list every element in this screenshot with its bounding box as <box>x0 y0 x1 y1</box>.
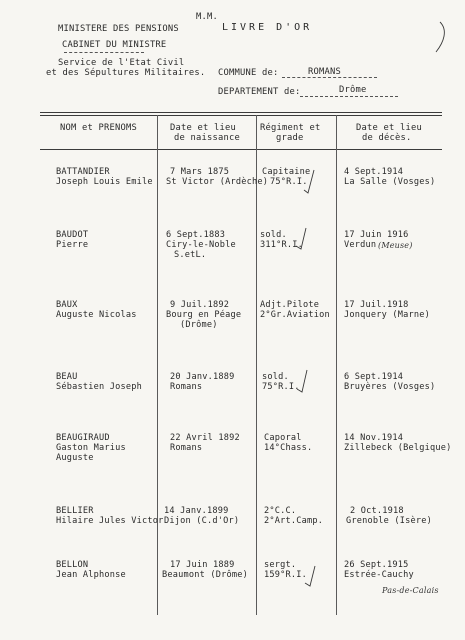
commune-label: COMMUNE de: <box>218 68 279 78</box>
cabinet-name: CABINET DU MINISTRE <box>62 40 167 50</box>
row-regiment-unit: 2°Gr.Aviation <box>260 310 330 320</box>
row-nom: BATTANDIER <box>56 167 110 177</box>
check-mark-icon <box>296 228 306 249</box>
row-naissance-lieu: Romans <box>170 382 203 392</box>
row-naissance-date: 6 Sept.1883 <box>166 230 226 240</box>
row-regiment-grade: Caporal <box>264 433 302 443</box>
row-deces-lieu: Jonquery (Marne) <box>344 310 430 320</box>
row-regiment-unit: 14°Chass. <box>264 443 313 453</box>
row-nom: BELLIER <box>56 506 94 516</box>
row-nom: BEAU <box>56 372 78 382</box>
document-title: LIVRE D'OR <box>222 22 313 33</box>
row-prenoms: Jean Alphonse <box>56 570 126 580</box>
row-regiment-grade: Capitaine <box>262 167 311 177</box>
row-regiment-unit: 311°R.I. <box>260 240 303 250</box>
row-naissance-date: 14 Janv.1899 <box>164 506 229 516</box>
row-prenoms: Pierre <box>56 240 89 250</box>
row-naissance-lieu: Romans <box>170 443 203 453</box>
service-line-2: et des Sépultures Militaires. <box>46 68 206 78</box>
row-deces-date: 6 Sept.1914 <box>344 372 404 382</box>
row-naissance-lieu: Ciry-le-Noble <box>166 240 236 250</box>
row-naissance-dept: S.etL. <box>174 250 207 260</box>
commune-value: ROMANS <box>308 67 341 77</box>
row-regiment-unit: 75°R.I. <box>262 382 300 392</box>
row-deces-date: 26 Sept.1915 <box>344 560 409 570</box>
col-header-deces-1: Date et lieu <box>356 123 422 133</box>
row-naissance-date: 9 Juil.1892 <box>170 300 230 310</box>
margin-stroke-icon <box>436 22 444 52</box>
row-deces-date: 4 Sept.1914 <box>344 167 404 177</box>
row-naissance-date: 22 Avril 1892 <box>170 433 240 443</box>
check-mark-icon <box>297 370 307 392</box>
row-prenoms: Auguste Nicolas <box>56 310 137 320</box>
row-deces-lieu: La Salle (Vosges) <box>344 177 436 187</box>
row-deces-date: 17 Juil.1918 <box>344 300 409 310</box>
departement-value: Drôme <box>339 85 367 95</box>
row-regiment-unit: 159°R.I. <box>264 570 307 580</box>
row-deces-lieu: Bruyères (Vosges) <box>344 382 436 392</box>
col-header-regiment-2: grade <box>276 133 304 143</box>
service-line-1: Service de l'Etat Civil <box>58 58 185 68</box>
row-regiment-grade: sergt. <box>264 560 297 570</box>
row-naissance-date: 17 Juin 1889 <box>170 560 235 570</box>
mm-initials: M.M. <box>196 12 218 22</box>
col-header-regiment-1: Régiment et <box>260 123 321 133</box>
departement-label: DEPARTEMENT de: <box>218 87 301 97</box>
row-naissance-lieu: Beaumont (Drôme) <box>162 570 248 580</box>
row-deces-date: 17 Juin 1916 <box>344 230 409 240</box>
check-mark-icon <box>305 566 315 586</box>
row-naissance-date: 7 Mars 1875 <box>170 167 230 177</box>
row-nom: BEAUGIRAUD <box>56 433 110 443</box>
row-naissance-lieu: Bourg en Péage <box>166 310 242 320</box>
row-naissance-lieu: Dijon (C.d'Or) <box>164 516 240 526</box>
row-deces-note: (Meuse) <box>378 241 413 250</box>
row-prenoms: Joseph Louis Emile <box>56 177 153 187</box>
row-naissance-dept: (Drôme) <box>180 320 218 330</box>
row-deces-lieu: Verdun <box>344 240 377 250</box>
row-deces-lieu: Grenoble (Isère) <box>346 516 432 526</box>
row-nom: BELLON <box>56 560 89 570</box>
row-prenoms: Gaston Marius <box>56 443 126 453</box>
col-header-naissance-1: Date et lieu <box>170 123 236 133</box>
row-deces-lieu: Zillebeck (Belgique) <box>344 443 452 453</box>
row-deces-lieu: Estrée-Cauchy <box>344 570 414 580</box>
row-prenoms-2: Auguste <box>56 453 94 463</box>
col-header-naissance-2: de naissance <box>174 133 240 143</box>
row-prenoms: Hilaire Jules Victor <box>56 516 164 526</box>
row-deces-note: Pas-de-Calais <box>382 586 439 595</box>
row-deces-date: 2 Oct.1918 <box>350 506 404 516</box>
ministry-name: MINISTERE DES PENSIONS <box>58 24 179 34</box>
row-regiment-grade: Adjt.Pilote <box>260 300 320 310</box>
row-nom: BAUDOT <box>56 230 89 240</box>
row-naissance-lieu: St Victor (Ardèche) <box>166 177 269 187</box>
row-regiment-grade: sold. <box>262 372 289 382</box>
row-prenoms: Sébastien Joseph <box>56 382 142 392</box>
row-naissance-date: 20 Janv.1889 <box>170 372 235 382</box>
row-regiment-unit: 75°R.I. <box>270 177 308 187</box>
row-regiment-grade: sold. <box>260 230 287 240</box>
row-regiment-unit: 2°Art.Camp. <box>264 516 324 526</box>
check-mark-icon <box>304 170 314 193</box>
col-header-deces-2: de décès. <box>362 133 412 143</box>
row-nom: BAUX <box>56 300 78 310</box>
col-header-nom: NOM et PRENOMS <box>60 123 137 133</box>
row-deces-date: 14 Nov.1914 <box>344 433 404 443</box>
row-regiment-grade: 2°C.C. <box>264 506 297 516</box>
